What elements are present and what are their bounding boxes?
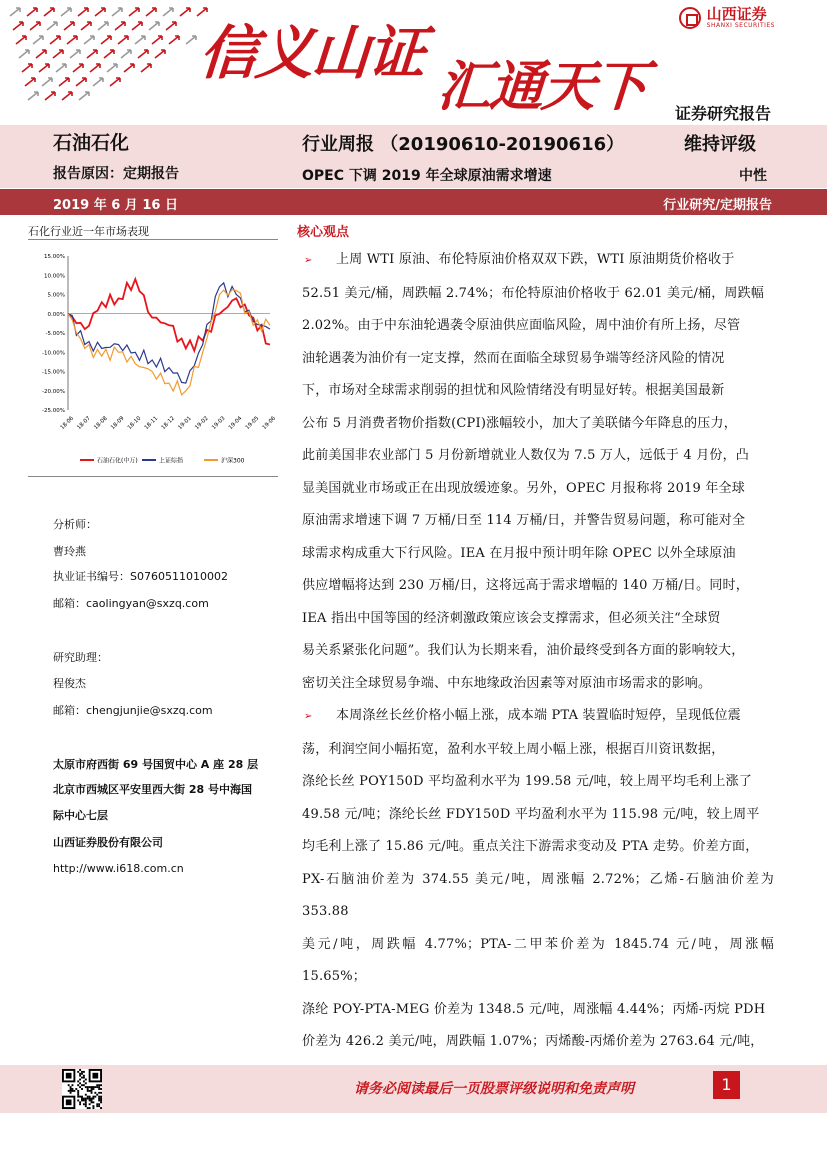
arrow-ornament bbox=[10, 8, 20, 16]
arrow-ornament bbox=[62, 92, 72, 100]
paragraph-line bbox=[302, 1026, 774, 1059]
paragraph-line bbox=[302, 505, 774, 538]
arrow-ornament bbox=[155, 50, 165, 58]
arrow-ornament bbox=[16, 36, 26, 44]
company-name: 山西证券股份有限公司 bbox=[53, 836, 163, 849]
arrow-ornament bbox=[13, 22, 23, 30]
address-taiyuan: 太原市府西街 69 号国贸中心 A 座 28 层 bbox=[53, 758, 259, 771]
paragraph-text: PX-石脑油价差为 374.55 美元/吨，周涨幅 2.72%；乙烯-石脑油价差为 353.88 bbox=[302, 871, 774, 919]
paragraph-line bbox=[302, 603, 774, 636]
report-reason: 报告原因：定期报告 bbox=[53, 166, 179, 182]
report-title: 行业周报 （20190610-20190616） bbox=[302, 134, 625, 155]
paragraph-text: 下，市场对全球需求削弱的担忧和风险情绪没有明显好转。根据美国最新 bbox=[302, 383, 725, 398]
report-category: 行业研究/定期报告 bbox=[663, 198, 772, 213]
arrow-ornament bbox=[135, 36, 145, 44]
x-tick-label: 18-11 bbox=[143, 415, 160, 432]
arrow-ornament bbox=[90, 64, 100, 72]
y-tick-label: -25.00% bbox=[42, 408, 65, 414]
arrow-ornament bbox=[186, 36, 196, 44]
paragraph-line bbox=[302, 929, 774, 994]
arrow-ornament bbox=[39, 64, 49, 72]
arrow-ornament bbox=[118, 36, 128, 44]
page-number: 1 bbox=[713, 1071, 740, 1099]
arrow-ornament bbox=[107, 64, 117, 72]
arrow-ornament bbox=[138, 50, 148, 58]
legend-label: 沪深300 bbox=[221, 457, 245, 465]
paragraph-text: 供应增幅将达到 230 万桶/日，这将远高于需求增幅的 140 万桶/日。同时， bbox=[302, 578, 749, 593]
arrow-ornament bbox=[33, 36, 43, 44]
arrow-ornament bbox=[129, 8, 139, 16]
report-date: 2019 年 6 月 16 日 bbox=[53, 198, 178, 213]
market-performance-chart bbox=[28, 240, 278, 476]
series-line bbox=[68, 279, 270, 351]
x-tick-label: 19-05 bbox=[244, 415, 261, 432]
arrow-ornament bbox=[42, 78, 52, 86]
company-website[interactable]: http://www.i618.com.cn bbox=[53, 862, 184, 875]
paragraph-text: 原油需求增速下调 7 万桶/日至 114 万桶/日，并警告贸易问题，称可能对全 bbox=[302, 513, 746, 528]
paragraph-line bbox=[302, 278, 774, 311]
date-bar bbox=[0, 189, 827, 215]
paragraph-line bbox=[302, 440, 774, 473]
arrow-ornament bbox=[124, 64, 134, 72]
x-tick-label: 18-12 bbox=[160, 415, 177, 432]
y-tick-label: 10.00% bbox=[44, 273, 65, 280]
paragraph-text: 涤纶长丝 POY150D 平均盈利水平为 199.58 元/吨，较上周平均毛利上涨了 bbox=[302, 774, 753, 789]
arrow-ornament bbox=[73, 64, 83, 72]
assistant-name: 程俊杰 bbox=[53, 677, 86, 690]
logo-name-en: SHANXI SECURITIES bbox=[706, 22, 775, 29]
arrow-ornament bbox=[59, 78, 69, 86]
arrow-ornament bbox=[146, 8, 156, 16]
arrow-ornament bbox=[56, 64, 66, 72]
paragraph-text: 本周涤丝长丝价格小幅上涨，成本端 PTA 装置临时短停，呈现低位震 bbox=[336, 708, 741, 723]
arrow-ornament bbox=[28, 92, 38, 100]
qr-code-icon bbox=[62, 1069, 102, 1109]
paragraph-line bbox=[302, 570, 774, 603]
analyst-label: 分析师： bbox=[53, 518, 97, 531]
y-tick-label: -10.00% bbox=[42, 350, 65, 357]
arrow-ornament bbox=[149, 22, 159, 30]
y-tick-label: -5.00% bbox=[45, 331, 65, 337]
paragraph-line bbox=[302, 734, 774, 767]
paragraph-text: 显美国就业市场或正在出现放缓迹象。另外，OPEC 月报称将 2019 年全球 bbox=[302, 480, 745, 496]
x-tick-label: 18-08 bbox=[93, 415, 109, 432]
report-type: 证券研究报告 bbox=[674, 104, 771, 123]
report-subtitle: OPEC 下调 2019 年全球原油需求增速 bbox=[302, 168, 552, 184]
paragraph-line bbox=[302, 244, 774, 278]
arrow-ornament bbox=[45, 92, 55, 100]
x-tick-label: 19-02 bbox=[194, 415, 210, 432]
arrow-ornament bbox=[152, 36, 162, 44]
analyst-cert: 执业证书编号：S0760511010002 bbox=[53, 570, 228, 583]
arrow-ornament bbox=[132, 22, 142, 30]
x-tick-label: 19-06 bbox=[261, 415, 278, 432]
arrow-ornament bbox=[180, 8, 190, 16]
paragraph-polyester bbox=[302, 700, 774, 1091]
paragraph-line bbox=[302, 635, 774, 668]
address-beijing-2: 际中心七层 bbox=[53, 809, 108, 822]
paragraph-text: 49.58 元/吨；涤纶长丝 FDY150D 平均盈利水平为 115.98 元/吨，较上周平 bbox=[302, 806, 760, 822]
arrow-ornament bbox=[121, 50, 131, 58]
paragraph-text: IEA 指出中国等国的经济刺激政策应该会支撑需求，但必须关注“全球贸 bbox=[302, 610, 721, 626]
legend-label: 上证综指 bbox=[159, 457, 184, 465]
arrow-ornament bbox=[166, 22, 176, 30]
slogan-part2: 汇通天下 bbox=[435, 54, 648, 118]
address-beijing-1: 北京市西城区平安里西大街 28 号中海国 bbox=[53, 783, 252, 796]
arrow-ornament bbox=[79, 92, 89, 100]
logo-name-cn: 山西证券 bbox=[706, 5, 767, 23]
arrow-ornament bbox=[95, 8, 105, 16]
analyst-email[interactable]: 邮箱：caolingyan@sxzq.com bbox=[53, 597, 209, 610]
section-title: 核心观点 bbox=[297, 225, 350, 240]
paragraph-text: 2.02%。由于中东油轮遇袭令原油供应面临风险，周中油价有所上扬，尽管 bbox=[302, 318, 741, 333]
arrow-ornament bbox=[25, 78, 35, 86]
divider bbox=[28, 476, 278, 477]
paragraph-line bbox=[302, 473, 774, 506]
paragraph-line bbox=[302, 831, 774, 864]
paragraph-text: 价差为 426.2 美元/吨，周跌幅 1.07%；丙烯酸-丙烯价差为 2763.64 元/吨， bbox=[302, 1034, 764, 1049]
arrow-ornament bbox=[112, 8, 122, 16]
arrow-ornament bbox=[110, 78, 120, 86]
x-tick-label: 19-04 bbox=[227, 415, 244, 432]
arrow-ornament bbox=[30, 22, 40, 30]
arrow-ornament bbox=[104, 50, 114, 58]
y-tick-label: 0.00% bbox=[47, 311, 65, 318]
x-tick-label: 18-09 bbox=[110, 415, 126, 432]
paragraph-oil bbox=[302, 244, 774, 700]
arrow-ornament bbox=[36, 50, 46, 58]
y-tick-label: -20.00% bbox=[42, 388, 65, 395]
analyst-name: 曹玲燕 bbox=[53, 545, 86, 558]
paragraph-text: 52.51 美元/桶，周跌幅 2.74%；布伦特原油价格收于 62.01 美元/桶，周跌幅 bbox=[302, 285, 765, 301]
arrow-ornament bbox=[70, 50, 80, 58]
arrow-ornament bbox=[93, 78, 103, 86]
paragraph-text: 美元/吨，周跌幅 4.77%；PTA-二甲苯价差为 1845.74 元/吨，周涨幅 15.65%； bbox=[302, 936, 774, 984]
paragraph-line bbox=[302, 994, 774, 1027]
arrow-ornament bbox=[101, 36, 111, 44]
arrow-ornament bbox=[47, 22, 57, 30]
y-tick-label: -15.00% bbox=[42, 369, 65, 376]
industry-name: 石油石化 bbox=[53, 132, 130, 154]
x-tick-label: 19-01 bbox=[177, 415, 193, 432]
paragraph-text: 密切关注全球贸易争端、中东地缘政治因素等对原油市场需求的影响。 bbox=[302, 675, 712, 691]
arrow-ornament bbox=[64, 22, 74, 30]
paragraph-text: 均毛利上涨了 15.86 元/吨。重点关注下游需求变动及 PTA 走势。价差方面， bbox=[302, 839, 759, 854]
paragraph-text: 公布 5 月消费者物价指数(CPI)涨幅较小，加大了美联储今年降息的压力， bbox=[302, 415, 737, 431]
paragraph-line bbox=[302, 700, 774, 734]
paragraph-text: 油轮遇袭为油价有一定支撑，然而在面临全球贸易争端等经济风险的情况 bbox=[302, 350, 725, 366]
arrow-ornament bbox=[67, 36, 77, 44]
company-logo bbox=[679, 6, 775, 29]
rating-value: 中性 bbox=[739, 168, 767, 184]
legend-label: 石油石化(中万) bbox=[97, 457, 138, 465]
x-tick-label: 18-07 bbox=[76, 415, 92, 432]
arrow-ornament bbox=[61, 8, 71, 16]
paragraph-line bbox=[302, 343, 774, 376]
chart-title: 石化行业近一年市场表现 bbox=[28, 225, 149, 238]
arrow-ornament bbox=[98, 22, 108, 30]
arrow-ornament bbox=[78, 8, 88, 16]
arrow-ornament bbox=[141, 64, 151, 72]
bullet-arrow-icon: ➢ bbox=[304, 255, 313, 266]
arrow-ornament bbox=[163, 8, 173, 16]
x-tick-label: 19-03 bbox=[211, 415, 227, 432]
y-tick-label: 5.00% bbox=[47, 292, 65, 299]
disclaimer: 请务必阅读最后一页股票评级说明和免责声明 bbox=[354, 1081, 634, 1097]
rating-label: 维持评级 bbox=[684, 134, 756, 155]
paragraph-text: 此前美国非农业部门 5 月份新增就业人数仅为 7.5 万人，远低于 4 月份，凸 bbox=[302, 448, 750, 463]
paragraph-text: 上周 WTI 原油、布伦特原油价格双双下跌，WTI 原油期货价格收于 bbox=[336, 252, 735, 267]
arrow-ornament bbox=[84, 36, 94, 44]
paragraph-line bbox=[302, 408, 774, 441]
x-tick-label: 18-06 bbox=[59, 415, 76, 432]
assistant-label: 研究助理： bbox=[53, 651, 108, 664]
series-line bbox=[68, 283, 270, 383]
arrow-ornament bbox=[50, 36, 60, 44]
bullet-arrow-icon: ➢ bbox=[304, 711, 313, 722]
paragraph-line bbox=[302, 799, 774, 832]
arrow-ornament bbox=[115, 22, 125, 30]
arrow-ornament bbox=[169, 36, 179, 44]
paragraph-text: 易关系紧张化问题”。我们认为长期来看，油价最终受到各方面的影响较大， bbox=[302, 643, 745, 658]
arrow-ornament bbox=[76, 78, 86, 86]
assistant-email[interactable]: 邮箱：chengjunjie@sxzq.com bbox=[53, 704, 213, 717]
paragraph-line bbox=[302, 766, 774, 799]
arrow-ornament bbox=[81, 22, 91, 30]
paragraph-line bbox=[302, 375, 774, 408]
y-tick-label: 15.00% bbox=[44, 254, 65, 260]
paragraph-text: 荡，利润空间小幅拓宽，盈利水平较上周小幅上涨，根据百川资讯数据， bbox=[302, 741, 725, 757]
arrow-ornament bbox=[87, 50, 97, 58]
slogan-part1: 信义山证 bbox=[197, 19, 427, 87]
paragraph-text: 球需求构成重大下行风险。IEA 在月报中预计明年除 OPEC 以外全球原油 bbox=[302, 545, 736, 561]
paragraph-line bbox=[302, 538, 774, 571]
paragraph-line bbox=[302, 310, 774, 343]
paragraph-line bbox=[302, 668, 774, 701]
arrow-ornament bbox=[22, 64, 32, 72]
arrow-ornament bbox=[27, 8, 37, 16]
arrow-ornament bbox=[53, 50, 63, 58]
paragraph-line bbox=[302, 864, 774, 929]
x-tick-label: 18-10 bbox=[126, 415, 143, 432]
logo-icon bbox=[679, 7, 701, 29]
arrow-ornament bbox=[19, 50, 29, 58]
paragraph-text: 涤纶 POY-PTA-MEG 价差为 1348.5 元/吨，周涨幅 4.44%；丙烯-丙烷 PDH bbox=[302, 1001, 766, 1017]
arrow-ornament bbox=[44, 8, 54, 16]
